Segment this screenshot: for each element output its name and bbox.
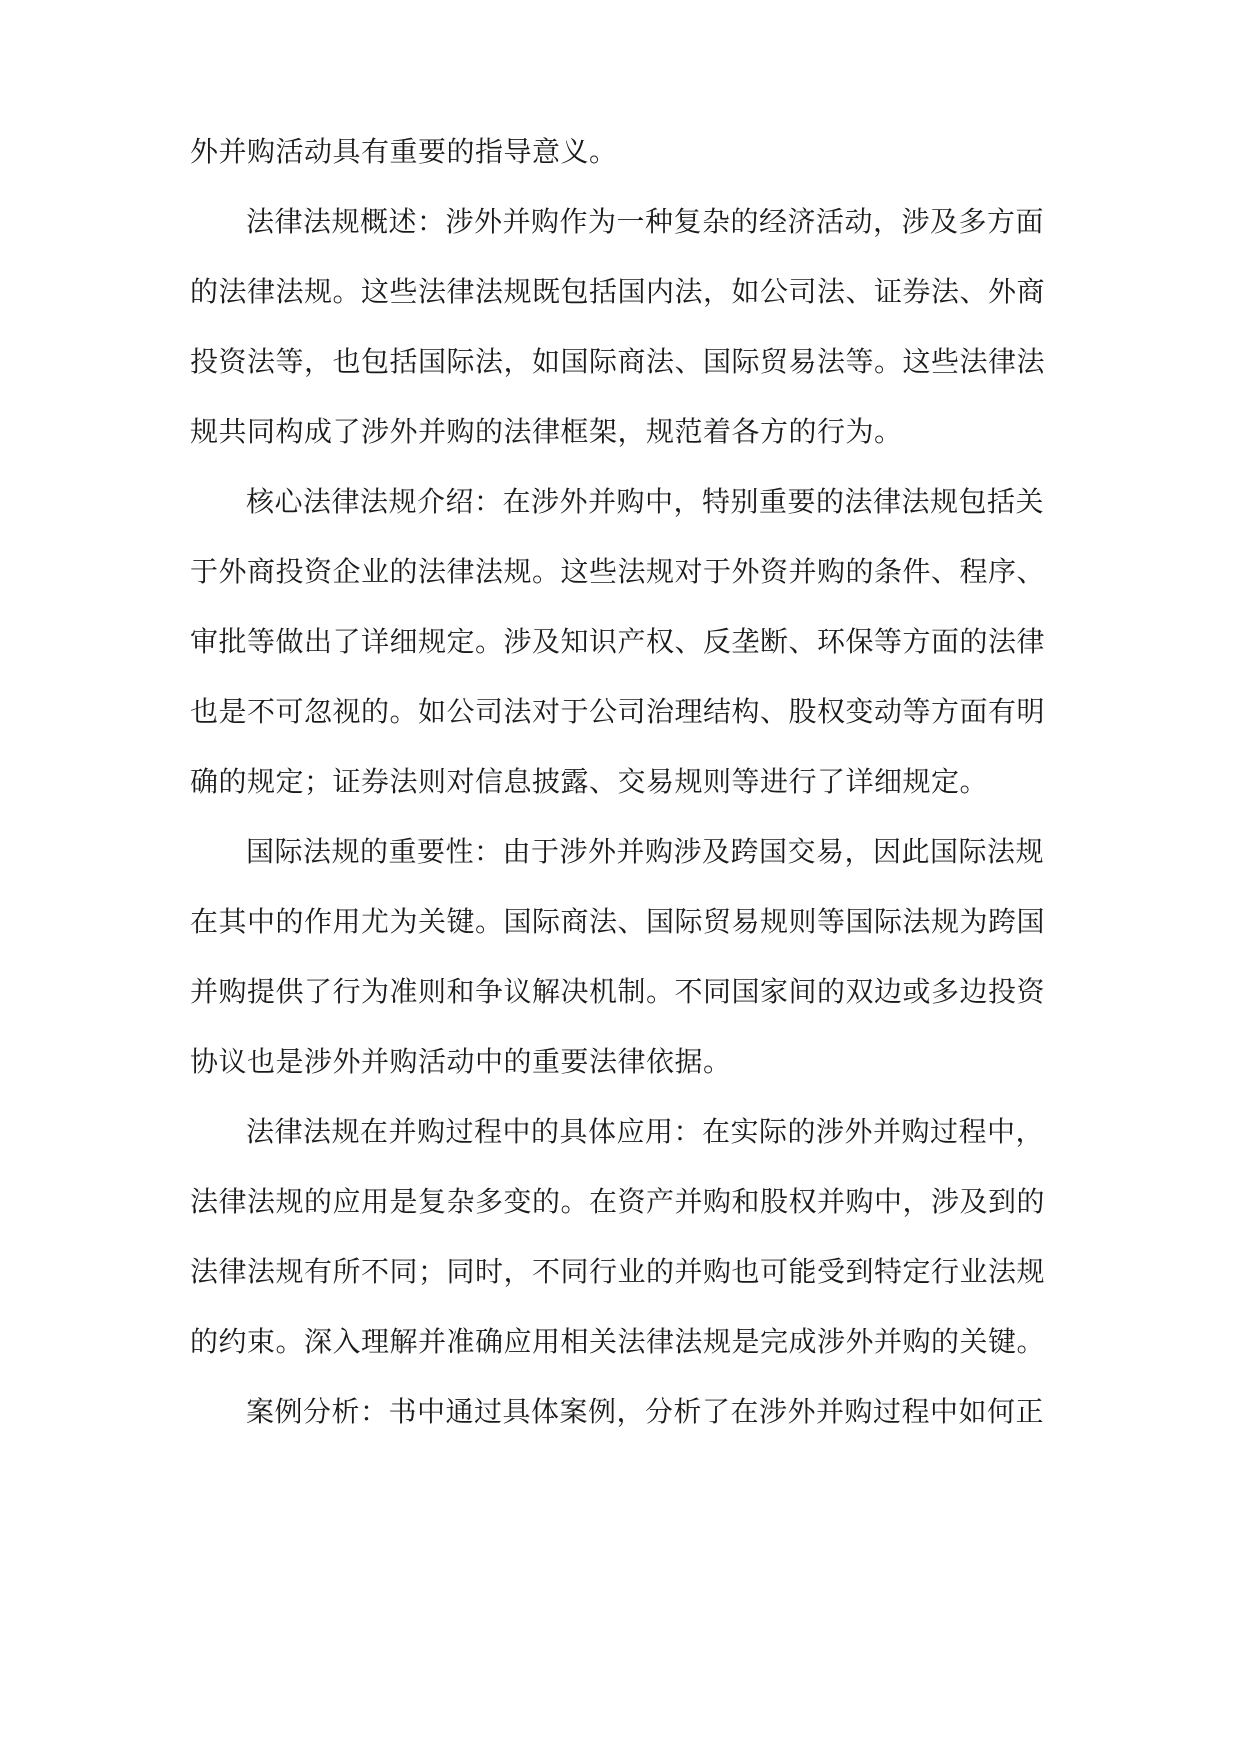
paragraph-first-line: 法律法规在并购过程中的具体应用：在实际的涉外并购过程中，: [246, 1115, 1045, 1148]
text-line: 法律法规有所不同；同时，不同行业的并购也可能受到特定行业法规: [190, 1255, 1046, 1288]
paragraph-first-line: 国际法规的重要性：由于涉外并购涉及跨国交易，因此国际法规: [246, 835, 1045, 868]
text-line: 并购提供了行为准则和争议解决机制。不同国家间的双边或多边投资: [190, 975, 1046, 1008]
paragraph-first-line: 法律法规概述：涉外并购作为一种复杂的经济活动，涉及多方面: [246, 205, 1045, 238]
paragraph-first-line: 案例分析：书中通过具体案例，分析了在涉外并购过程中如何正: [246, 1395, 1045, 1428]
text-line: 的法律法规。这些法律法规既包括国内法，如公司法、证券法、外商: [190, 275, 1046, 308]
text-line: 外并购活动具有重要的指导意义。: [190, 135, 618, 168]
text-line: 法律法规的应用是复杂多变的。在资产并购和股权并购中，涉及到的: [190, 1185, 1046, 1218]
text-line: 投资法等，也包括国际法，如国际商法、国际贸易法等。这些法律法: [190, 345, 1046, 378]
text-line: 审批等做出了详细规定。涉及知识产权、反垄断、环保等方面的法律: [190, 625, 1046, 658]
text-line: 的约束。深入理解并准确应用相关法律法规是完成涉外并购的关键。: [190, 1325, 1046, 1358]
paragraph-first-line: 核心法律法规介绍：在涉外并购中，特别重要的法律法规包括关: [246, 485, 1045, 518]
text-line: 规共同构成了涉外并购的法律框架，规范着各方的行为。: [190, 415, 903, 448]
text-line: 于外商投资企业的法律法规。这些法规对于外资并购的条件、程序、: [190, 555, 1046, 588]
text-line: 确的规定；证券法则对信息披露、交易规则等进行了详细规定。: [190, 765, 989, 798]
text-line: 在其中的作用尤为关键。国际商法、国际贸易规则等国际法规为跨国: [190, 905, 1046, 938]
text-line: 也是不可忽视的。如公司法对于公司治理结构、股权变动等方面有明: [190, 695, 1046, 728]
text-line: 协议也是涉外并购活动中的重要法律依据。: [190, 1045, 732, 1078]
